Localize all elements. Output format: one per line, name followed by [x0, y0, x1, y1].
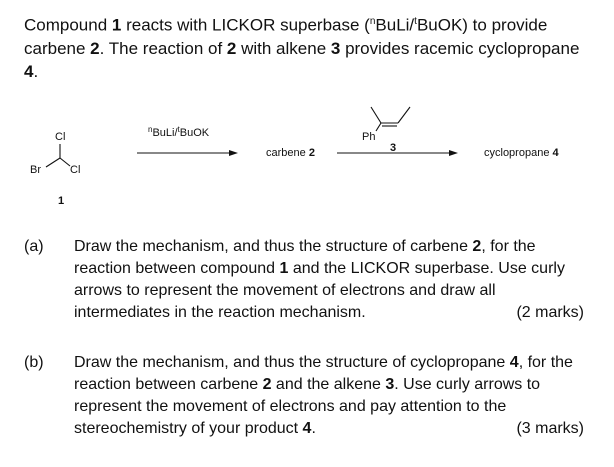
- phenyl-label: Ph: [362, 131, 376, 143]
- cyclopropane-text: cyclopropane: [484, 147, 553, 159]
- alkene-3-number: 3: [390, 142, 397, 154]
- carbene-text: carbene: [266, 147, 309, 159]
- chlorine-top-label: Cl: [55, 131, 66, 143]
- reagent-superscript: n: [148, 125, 153, 134]
- reagent-text: BuOK: [179, 127, 210, 139]
- question-text: , for the reaction between compound: [74, 238, 536, 277]
- question-b-label: (b): [24, 354, 44, 371]
- question-a-marks: (2 marks): [516, 304, 584, 321]
- cyclopropane-label: [484, 147, 560, 159]
- reaction-scheme: [0, 95, 614, 220]
- intro-text: BuOK) to provide carbene: [24, 15, 548, 58]
- c-cl-bond: [60, 158, 70, 166]
- carbene-number: 2: [308, 147, 315, 159]
- intro-text: with alkene: [236, 38, 331, 58]
- question-a-label: (a): [24, 238, 44, 255]
- intro-text: provides racemic cyclopropane: [340, 38, 580, 58]
- cyclopropane-number: 4: [552, 147, 559, 159]
- question-a-text: [74, 236, 584, 324]
- compound-1-number: 1: [58, 195, 65, 207]
- c-c-bond: [46, 158, 60, 167]
- compound-number: 3: [385, 376, 395, 393]
- intro-paragraph: [24, 10, 594, 83]
- intro-text: .: [33, 61, 39, 81]
- bromine-label: Br: [30, 164, 41, 176]
- arrow-head-icon: [229, 150, 238, 156]
- compound-number: 2: [262, 376, 272, 393]
- superscript: t: [414, 16, 417, 27]
- compound-1-structure: [30, 131, 80, 207]
- question-text: Draw the mechanism, and thus the structure of cyclopropane: [74, 354, 510, 371]
- compound-number: 4: [509, 354, 519, 371]
- c-ph-bond: [376, 123, 381, 131]
- reaction-arrow-1: [137, 125, 238, 156]
- question-b-text: [74, 352, 584, 440]
- arrow-head-icon: [449, 150, 458, 156]
- question-text: .: [311, 420, 316, 437]
- intro-text: Compound: [24, 15, 112, 35]
- reaction-arrow-2: [337, 150, 458, 156]
- compound-number: 1: [279, 260, 289, 277]
- compound-number: 1: [111, 15, 122, 35]
- question-text: and the alkene: [271, 376, 386, 393]
- compound-number: 2: [90, 38, 100, 58]
- compound-number: 2: [472, 238, 482, 255]
- compound-number: 2: [226, 38, 237, 58]
- question-b: [24, 352, 584, 440]
- chlorine-right-label: Cl: [70, 164, 81, 176]
- reagent-text: BuLi/: [152, 127, 178, 139]
- question-text: and the LICKOR superbase. Use curly arrows to represent the movement of electrons and draw all intermediates in the reaction mechanism.: [74, 260, 565, 321]
- alkene-3-structure: [362, 107, 410, 154]
- question-text: , for the reaction between carbene: [74, 354, 573, 393]
- compound-number: 4: [302, 420, 312, 437]
- methyl-bond: [371, 107, 381, 123]
- superscript: n: [369, 16, 376, 27]
- reagent-superscript: t: [177, 125, 180, 134]
- methyl-bond: [398, 107, 410, 123]
- question-text: . Use curly arrows to represent the movement of electrons and pay attention to the stereochemistry of your product: [74, 376, 541, 437]
- intro-text: reacts with LICKOR superbase (: [121, 15, 370, 35]
- compound-number: 3: [330, 38, 341, 58]
- intro-text: BuLi/: [375, 15, 415, 35]
- reagent-label: [148, 125, 210, 139]
- intro-text: . The reaction of: [99, 38, 227, 58]
- carbene-label: [266, 147, 315, 159]
- question-a: [24, 236, 584, 324]
- question-b-marks: (3 marks): [516, 420, 584, 437]
- question-text: Draw the mechanism, and thus the structure of carbene: [74, 238, 473, 255]
- compound-number: 4: [24, 61, 34, 81]
